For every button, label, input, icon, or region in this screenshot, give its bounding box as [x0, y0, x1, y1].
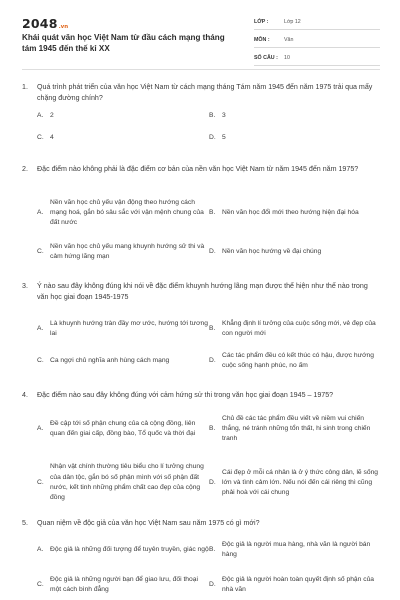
option-d[interactable]: D. 5: [209, 134, 226, 141]
question-5: 5. Quan niệm về độc giả của văn học Việt Nam sau năm 1975 có gì mới? A. Độc giả là những đối tượng để tuyên truyền, giác ngộ B. Độc giả là người mua hàng, nhà văn là người bán hàng C. Độc giả là những người bạn để giao lưu, đối thoại một cách bình đẳng D. Độc giả là người hoàn toàn quyết định số phận của nhà văn: [22, 518, 382, 529]
option-a[interactable]: A. Nền văn học chủ yếu vận động theo hướng cách mạng hoá, gắn bó sâu sắc với vận mệnh chung của đất nước: [37, 198, 204, 227]
option-b[interactable]: B. Độc giả là người mua hàng, nhà văn là người bán hàng: [209, 540, 371, 558]
question-text: Ý nào sau đây không đúng khi nói về đặc điểm khuynh hướng lãng mạn được thể hiện như thế nào trong văn học giai đoạn 1945-1975: [37, 282, 368, 301]
option-c[interactable]: C. Ca ngợi chủ nghĩa anh hùng cách mạng: [37, 356, 170, 364]
header-divider: [22, 69, 380, 70]
question-text: Đặc điểm nào sau đây không đúng với cảm hứng sử thi trong văn học giai đoạn 1945 – 1975?: [37, 391, 334, 399]
option-b[interactable]: B. Khẳng định lí tưởng của cuộc sống mới, vẻ đẹp của con người mới: [209, 319, 376, 337]
option-a[interactable]: A. 2: [37, 112, 54, 119]
meta-row-subject: MÔN : Văn: [254, 33, 380, 48]
question-2: 2. Đặc điểm nào không phải là đặc điểm cơ bản của nền văn học Việt Nam từ năm 1945 đến năm 1975? A. Nền văn học chủ yếu vận động theo hướng cách mạng hoá, gắn bó sâu sắc với vận mệnh chung của đất nước B. Nền văn học đổi mới theo hướng hiện đại hóa C. Nền văn học chủ yếu mang khuynh hướng sử thi và cảm hứng lãng mạn D. Nền văn học hướng về đại chúng: [22, 164, 382, 175]
option-a[interactable]: A. Đề cập tới số phận chung của cả cộng đồng, liên quan đến giai cấp, đồng bào, Tổ quốc và thời đại: [37, 419, 196, 437]
question-3: 3. Ý nào sau đây không đúng khi nói về đặc điểm khuynh hướng lãng mạn được thể hiện như thế nào trong văn học giai đoạn 1945-1975 A. Là khuynh hướng tràn đầy mơ ước, hướng tới tương lai B. Khẳng định lí tưởng của cuộc sống mới, vẻ đẹp của con người mới C. Ca ngợi chủ nghĩa anh hùng cách mạng D. Các tác phẩm đều có kết thúc có hậu, được hướng cuộc sống hạnh phúc, no ấm: [22, 281, 382, 302]
document-title: Khái quát văn học Việt Nam từ đầu cách mạng tháng tám 1945 đến thế kỉ XX: [22, 33, 225, 53]
option-c[interactable]: C. Nền văn học chủ yếu mang khuynh hướng sử thi và cảm hứng lãng mạn: [37, 242, 205, 260]
page-header: [0, 0, 400, 68]
option-d[interactable]: D. Các tác phẩm đều có kết thúc có hậu, được hướng cuộc sống hạnh phúc, no ấm: [209, 351, 374, 369]
option-a[interactable]: A. Là khuynh hướng tràn đầy mơ ước, hướng tới tương lai: [37, 319, 208, 337]
option-b[interactable]: B. Chủ đề các tác phẩm đều viết về niềm vui chiến thắng, né tránh những tổn thất, hi sinh trong chiến tranh: [209, 414, 371, 443]
question-text: Đặc điểm nào không phải là đặc điểm cơ bản của nền văn học Việt Nam từ năm 1945 đến năm 1975?: [37, 165, 359, 173]
option-c[interactable]: C. 4: [37, 134, 54, 141]
logo: 2048.vn: [22, 16, 69, 31]
option-d[interactable]: D. Nền văn học hướng về đại chúng: [209, 247, 322, 255]
option-b[interactable]: B. Nền văn học đổi mới theo hướng hiện đại hóa: [209, 208, 359, 216]
option-c[interactable]: C. Độc giả là những người bạn để giao lưu, đối thoại một cách bình đẳng: [37, 575, 198, 593]
option-d[interactable]: D. Cái đẹp ở mỗi cá nhân là ở ý thức công dân, lẽ sống lớn và tình cảm lớn. Nếu nói đến cái riêng thì cũng phải hoà với cái chung: [209, 468, 379, 497]
question-1: 1. Quá trình phát triển của văn học Việt Nam từ cách mạng tháng Tám năm 1945 đến năm 1975 trải qua mấy chặng đường chính? A. 2 B. 3 C. 4 D. 5: [22, 82, 382, 103]
question-text: Quan niệm về độc giả của văn học Việt Nam sau năm 1975 có gì mới?: [37, 519, 260, 527]
option-a[interactable]: A. Độc giả là những đối tượng để tuyên truyền, giác ngộ: [37, 545, 209, 553]
option-d[interactable]: D. Độc giả là người hoàn toàn quyết định số phận của nhà văn: [209, 575, 375, 593]
meta-row-class: LỚP : Lớp 12: [254, 15, 380, 30]
meta-info: [254, 15, 380, 69]
meta-row-count: SỐ CÂU : 10: [254, 51, 380, 66]
question-text: Quá trình phát triển của văn học Việt Nam từ cách mạng tháng Tám năm 1945 đến năm 1975 trải qua mấy chặng đường chính?: [37, 83, 373, 102]
question-4: 4. Đặc điểm nào sau đây không đúng với cảm hứng sử thi trong văn học giai đoạn 1945 – 1975? A. Đề cập tới số phận chung của cả cộng đồng, liên quan đến giai cấp, đồng bào, Tổ quốc và thời đại B. Chủ đề các tác phẩm đều viết về niềm vui chiến thắng, né tránh những tổn thất, hi sinh trong chiến tranh C. Nhận vật chính thường tiêu biểu cho lí tưởng chung của dân tộc, gắn bó số phận mình với số phận đất nước, kết tinh những phẩm chất cao đẹp của cộng đồng D. Cái đẹp ở mỗi cá nhân là ở ý thức công dân, lẽ sống lớn và tình cảm lớn. Nếu nói đến cái riêng thì cũng phải hoà với cái chung: [22, 390, 382, 401]
option-c[interactable]: C. Nhận vật chính thường tiêu biểu cho lí tưởng chung của dân tộc, gắn bó số phận mình với số phận đất nước, kết tinh những phẩm chất cao đẹp của cộng đồng: [37, 463, 204, 502]
option-b[interactable]: B. 3: [209, 112, 226, 119]
